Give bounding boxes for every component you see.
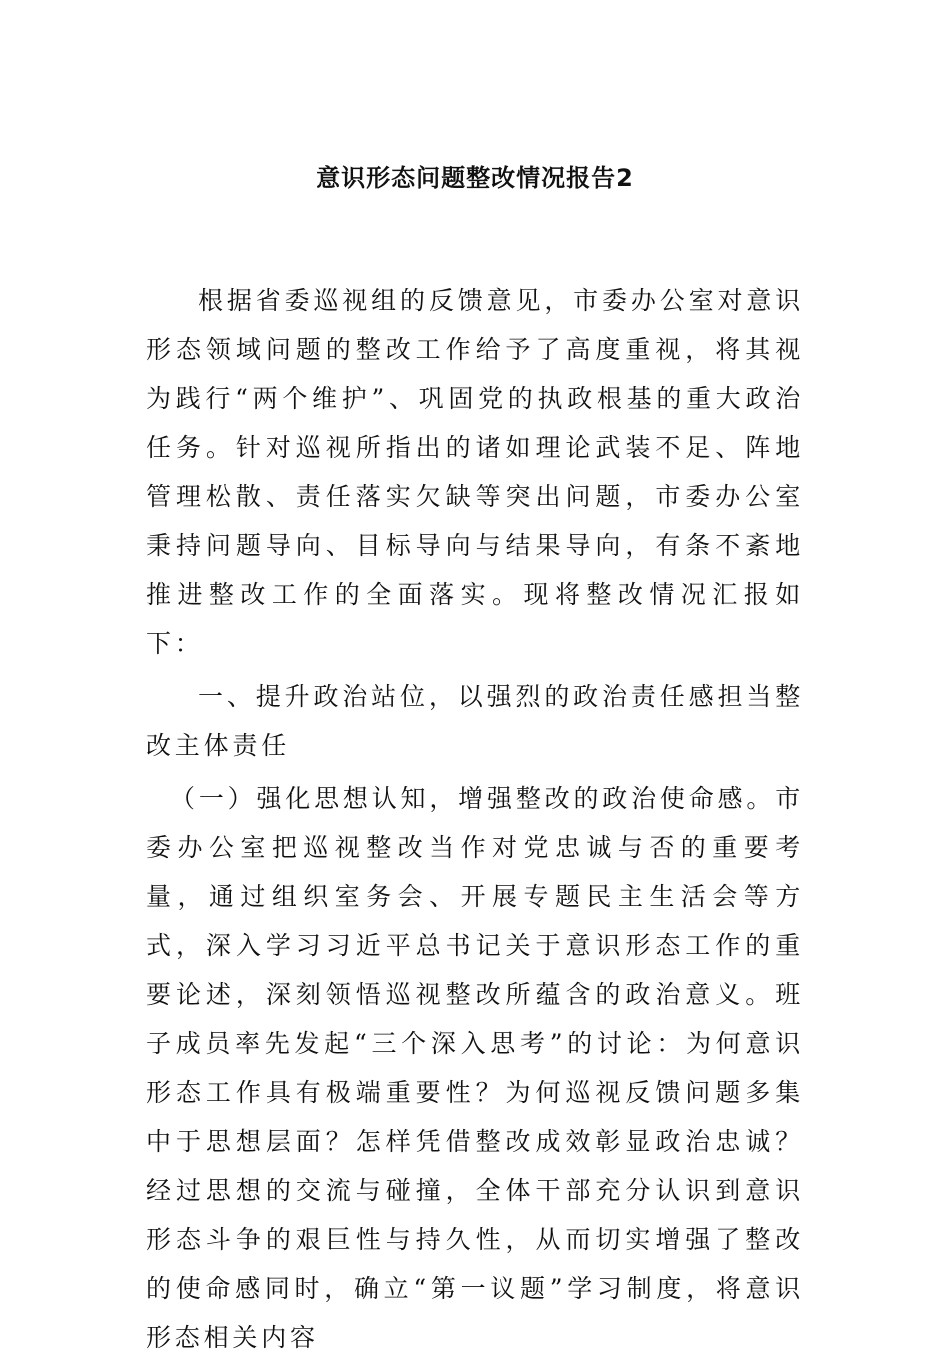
document-body bbox=[146, 276, 804, 1362]
intro-paragraph: 根据省委巡视组的反馈意见，市委办公室对意识形态领域问题的整改工作给予了高度重视，将其视为践行“两个维护”、巩固党的执政根基的重大政治任务。针对巡视所指出的诸如理论武装不足、阵地管理松散、责任落实欠缺等突出问题，市委办公室秉持问题导向、目标导向与结果导向，有条不紊地推进整改工作的全面落实。现将整改情况汇报如下： bbox=[146, 286, 804, 658]
subsection-paragraph-1: （一）强化思想认知，增强整改的政治使命感。市委办公室把巡视整改当作对党忠诚与否的重要考量，通过组织室务会、开展专题民主生活会等方式，深入学习习近平总书记关于意识形态工作的重要论述，深刻领悟巡视整改所蕴含的政治意义。班子成员率先发起“三个深入思考”的讨论：为何意识形态工作具有极端重要性？为何巡视反馈问题多集中于思想层面？怎样凭借整改成效彰显政治忠诚？经过思想的交流与碰撞，全体干部充分认识到意识形态斗争的艰巨性与持久性，从而切实增强了整改的使命感同时，确立“第一议题”学习制度，将意识形态相关内容 bbox=[146, 784, 804, 1352]
document-title: 意识形态问题整改情况报告2 bbox=[316, 164, 634, 192]
section-heading-1: 一、提升政治站位，以强烈的政治责任感担当整改主体责任 bbox=[146, 682, 804, 760]
